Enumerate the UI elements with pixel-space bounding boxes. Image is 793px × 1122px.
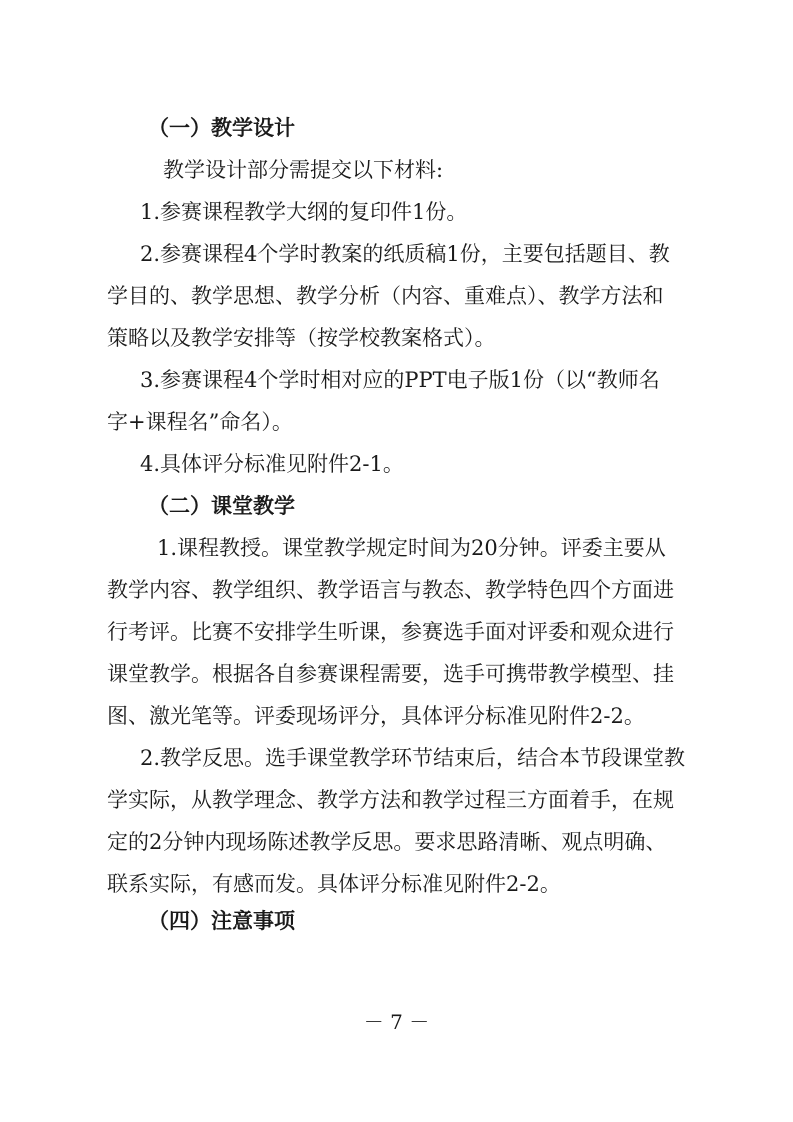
list-item-2: 2.参赛课程4个学时教案的纸质稿1份，主要包括题目、教	[140, 242, 670, 266]
paragraph-line: 行考评。比赛不安排学生听课，参赛选手面对评委和观众进行	[107, 620, 674, 644]
paragraph-line: 定的2分钟内现场陈述教学反思。要求思路清晰、观点明确、	[107, 830, 667, 854]
paragraph-line: 联系实际，有感而发。具体评分标准见附件2-2。	[107, 872, 561, 896]
paragraph-line: 课堂教学。根据各自参赛课程需要，选手可携带教学模型、挂	[107, 662, 674, 686]
list-item-1: 1.参赛课程教学大纲的复印件1份。	[140, 200, 468, 224]
list-item-2: 2.教学反思。选手课堂教学环节结束后，结合本节段课堂教	[140, 746, 686, 770]
paragraph-line: 学目的、教学思想、教学分析（内容、重难点）、教学方法和	[107, 284, 664, 308]
paragraph-line: 图、激光笔等。评委现场评分，具体评分标准见附件2-2。	[107, 704, 645, 728]
paragraph-line: 字+课程名”命名）。	[107, 410, 293, 434]
paragraph-line: 学实际，从教学理念、教学方法和教学过程三方面着手，在规	[107, 788, 674, 812]
list-item-4: 4.具体评分标准见附件2-1。	[140, 452, 404, 476]
page-number: － 7 －	[363, 1010, 430, 1034]
section-heading-classroom-teaching: （二）课堂教学	[148, 493, 295, 518]
list-item-1: 1.课程教授。课堂教学规定时间为20分钟。评委主要从	[157, 536, 666, 560]
section-heading-notes: （四）注意事项	[148, 908, 295, 933]
section-heading-teaching-design: （一）教学设计	[148, 115, 295, 140]
list-item-3: 3.参赛课程4个学时相对应的PPT电子版1份（以“教师名	[140, 368, 660, 392]
paragraph-line: 教学内容、教学组织、教学语言与教态、教学特色四个方面进	[107, 578, 674, 602]
paragraph-line: 教学设计部分需提交以下材料:	[163, 158, 444, 182]
paragraph-line: 策略以及教学安排等（按学校教案格式）。	[107, 326, 496, 350]
